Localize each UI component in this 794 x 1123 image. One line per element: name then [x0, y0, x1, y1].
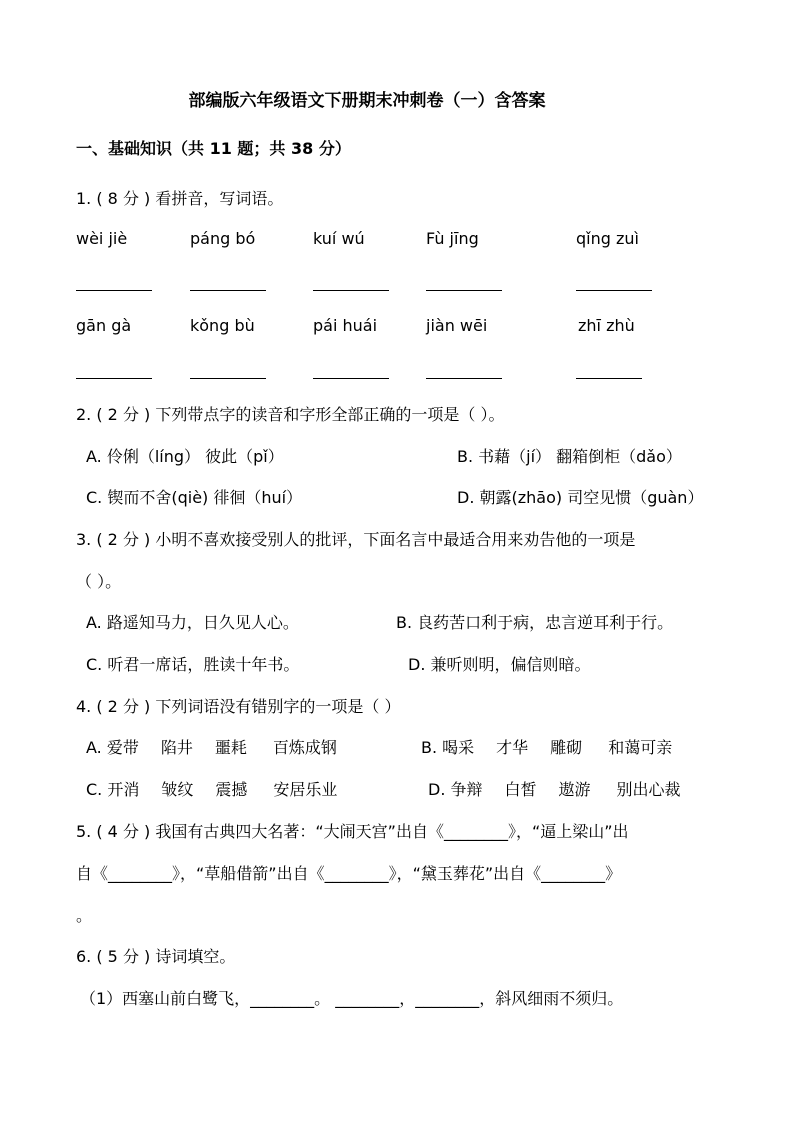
answer-blank[interactable]	[190, 290, 266, 291]
option-c[interactable]: C. 锲而不舍(qiè) 徘徊（huí）	[86, 488, 303, 507]
answer-blank[interactable]	[426, 290, 502, 291]
pinyin-1: wèi jiè	[76, 229, 128, 248]
word: 和蔼可亲	[608, 738, 673, 757]
option-a[interactable]: A. 伶俐（líng） 彼此（pǐ）	[86, 447, 284, 466]
question-5-line-3: 。	[76, 906, 93, 925]
question-6-item-1: （1）西塞山前白鹭飞，________。 ________，________，斜风细雨不须归。	[80, 989, 624, 1008]
word: 雕砌	[550, 738, 583, 757]
option-d[interactable]: D. 朝露(zhāo) 司空见惯（guàn）	[457, 488, 704, 507]
pinyin-7: kǒng bù	[190, 316, 255, 335]
answer-blank[interactable]	[313, 378, 389, 379]
pinyin-6: gān gà	[76, 316, 132, 335]
option-b[interactable]	[421, 735, 672, 758]
word: 遨游	[558, 780, 591, 799]
answer-blank[interactable]	[76, 378, 152, 379]
word: 皱纹	[161, 780, 194, 799]
pinyin-3: kuí wú	[313, 229, 365, 248]
pinyin-4: Fù jīng	[426, 229, 479, 248]
word: 别出心裁	[616, 780, 681, 799]
word: 百炼成钢	[272, 738, 337, 757]
option-d[interactable]	[428, 777, 681, 800]
pinyin-2: páng bó	[190, 229, 256, 248]
answer-blank[interactable]	[576, 378, 642, 379]
word: A. 爱带	[86, 738, 139, 757]
word: 安居乐业	[273, 780, 338, 799]
answer-blank[interactable]	[313, 290, 389, 291]
question-6: 6. ( 5 分 ) 诗词填空。	[76, 947, 236, 966]
word: 才华	[496, 738, 529, 757]
question-1: 1. ( 8 分 ) 看拼音，写词语。	[76, 189, 284, 208]
question-3-bracket: （ ）。	[76, 572, 122, 591]
word: C. 开消	[86, 780, 140, 799]
question-5: 5. ( 4 分 ) 我国有古典四大名著：“大闹天宫”出自《________》，“逼上梁山”出	[76, 822, 629, 841]
word: 白皙	[504, 780, 537, 799]
section-heading: 一、基础知识（共 11 题；共 38 分）	[76, 139, 351, 158]
word: 震撼	[215, 780, 248, 799]
pinyin-5: qǐng zuì	[576, 229, 639, 248]
option-a[interactable]: A. 路遥知马力，日久见人心。	[86, 613, 299, 632]
answer-blank[interactable]	[426, 378, 502, 379]
option-a[interactable]	[86, 735, 337, 758]
answer-blank[interactable]	[190, 378, 266, 379]
question-2: 2. ( 2 分 ) 下列带点字的读音和字形全部正确的一项是（ ）。	[76, 405, 505, 424]
option-b[interactable]: B. 书藉（jí） 翻箱倒柜（dǎo）	[457, 447, 682, 466]
word: 噩耗	[214, 738, 247, 757]
answer-blank[interactable]	[576, 290, 652, 291]
pinyin-9: jiàn wēi	[426, 316, 488, 335]
option-b[interactable]: B. 良药苦口利于病，忠言逆耳利于行。	[396, 613, 674, 632]
word: D. 争辩	[428, 780, 483, 799]
pinyin-8: pái huái	[313, 316, 378, 335]
word: 陷井	[160, 738, 193, 757]
answer-blank[interactable]	[76, 290, 152, 291]
page-title: 部编版六年级语文下册期末冲刺卷（一）含答案	[188, 91, 546, 111]
option-d[interactable]: D. 兼听则明，偏信则暗。	[408, 655, 591, 674]
question-5-line-2: 自《________》，“草船借箭”出自《________》，“黛玉葬花”出自《________》	[76, 864, 622, 883]
question-4: 4. ( 2 分 ) 下列词语没有错别字的一项是（ ）	[76, 697, 401, 716]
question-3: 3. ( 2 分 ) 小明不喜欢接受别人的批评，下面名言中最适合用来劝告他的一项是	[76, 530, 636, 549]
option-c[interactable]: C. 听君一席话，胜读十年书。	[86, 655, 300, 674]
option-c[interactable]	[86, 777, 337, 800]
pinyin-10: zhī zhù	[578, 316, 635, 335]
word: B. 喝采	[421, 738, 475, 757]
